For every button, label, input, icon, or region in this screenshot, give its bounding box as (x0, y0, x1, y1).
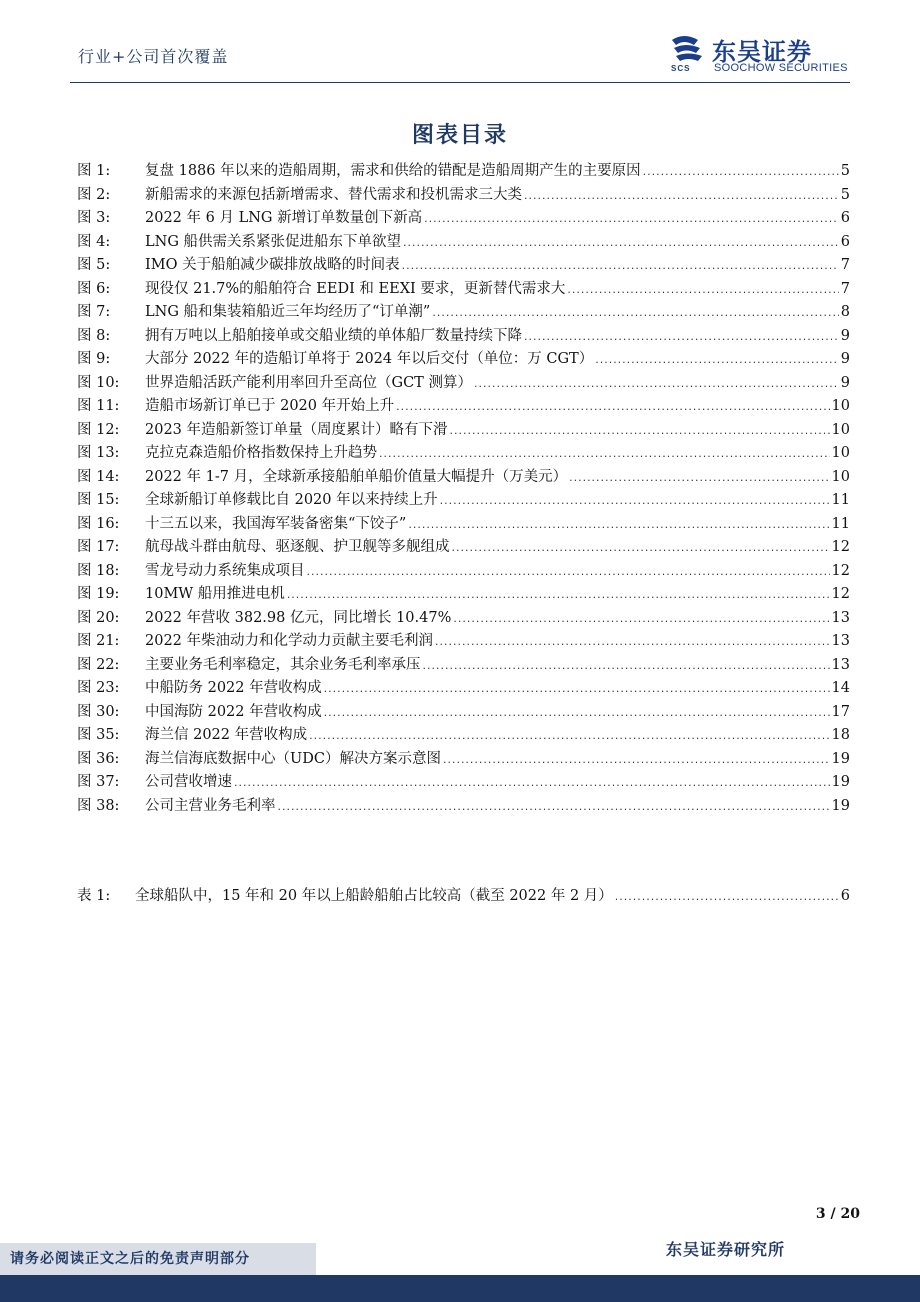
entry-leader-dots (307, 565, 830, 578)
entry-leader-dots (524, 330, 839, 343)
entry-page-number: 12 (831, 539, 850, 555)
brand-logo (668, 34, 858, 78)
toc-entry[interactable] (77, 535, 850, 559)
toc-entry[interactable] (77, 723, 850, 747)
entry-leader-dots (453, 612, 829, 625)
entry-page-number: 7 (840, 257, 850, 273)
entry-title: 2022 年 1-7 月，全球新承接船舶单船价值量大幅提升（万美元） (145, 468, 568, 485)
entry-title: 造船市场新订单已于 2020 年开始上升 (145, 398, 395, 414)
entry-leader-dots (287, 588, 830, 601)
entry-page-number: 6 (840, 888, 850, 904)
entry-page-number: 9 (840, 374, 850, 391)
entry-leader-dots (423, 659, 830, 672)
page-indicator: 3 / 20 (815, 1206, 860, 1222)
toc-entry[interactable] (77, 794, 850, 818)
entry-leader-dots (424, 212, 839, 225)
entry-leader-dots (379, 447, 830, 460)
entry-label: 图 12: (77, 421, 120, 438)
entry-leader-dots (440, 494, 830, 507)
toc-entry[interactable] (77, 465, 850, 489)
entry-label: 图 7: (77, 304, 111, 320)
scs-logo-icon (668, 34, 708, 64)
entry-title: 雪龙号动力系统集成项目 (145, 562, 305, 579)
entry-title: IMO 关于船舶减少碳排放战略的时间表 (145, 257, 400, 273)
entry-page-number: 10 (831, 421, 850, 438)
entry-label: 图 11: (77, 398, 120, 414)
toc-entry[interactable] (77, 300, 850, 324)
toc-entry[interactable] (77, 629, 850, 653)
toc-entry[interactable] (77, 324, 850, 348)
entry-title: 公司主营业务毛利率 (145, 797, 276, 814)
entry-page-number: 6 (840, 233, 850, 250)
entry-page-number: 10 (831, 468, 850, 485)
header-category: 行业+公司首次覆盖 (78, 47, 229, 66)
entry-page-number: 12 (831, 562, 850, 579)
entry-leader-dots (643, 165, 839, 178)
entry-leader-dots (402, 259, 839, 272)
entry-page-number: 13 (831, 656, 850, 673)
entry-label: 图 16: (77, 515, 120, 532)
toc-entry[interactable] (77, 676, 850, 700)
entry-title: 十三五以来，我国海军装备密集“下饺子” (145, 515, 407, 532)
entry-label: 图 15: (77, 492, 120, 508)
toc-entry[interactable] (77, 347, 850, 371)
entry-title: 新船需求的来源包括新增需求、替代需求和投机需求三大类 (145, 186, 522, 203)
entry-label: 图 20: (77, 609, 120, 626)
entry-label: 图 17: (77, 539, 120, 555)
entry-label: 图 13: (77, 445, 120, 461)
brand-name-cn: 东吴证券 (712, 38, 812, 66)
entry-page-number: 13 (831, 609, 850, 626)
entry-label: 表 1: (77, 888, 111, 904)
entry-page-number: 14 (831, 680, 850, 696)
entry-leader-dots (324, 706, 830, 719)
toc-entry[interactable] (77, 700, 850, 724)
entry-leader-dots (595, 353, 839, 366)
entry-leader-dots (450, 424, 830, 437)
entry-leader-dots (567, 283, 838, 296)
entry-page-number: 9 (840, 351, 850, 367)
entry-page-number: 5 (840, 186, 850, 203)
disclaimer-notice: 请务必阅读正文之后的免责声明部分 (0, 1243, 316, 1275)
entry-title: 2022 年柴油动力和化学动力贡献主要毛利润 (145, 633, 434, 649)
entry-title: LNG 船和集装箱船近三年均经历了“订单潮” (145, 304, 431, 320)
toc-entry[interactable] (77, 441, 850, 465)
toc-entry[interactable] (77, 770, 850, 794)
brand-name-en: SOOCHOW SECURITIES (714, 62, 848, 74)
entry-title: 复盘 1886 年以来的造船周期，需求和供给的错配是造船周期产生的主要原因 (145, 163, 641, 179)
entry-title: 中国海防 2022 年营收构成 (145, 703, 322, 720)
toc-entry[interactable] (77, 371, 850, 395)
entry-leader-dots (615, 890, 839, 903)
toc-entry[interactable] (77, 418, 850, 442)
entry-label: 图 3: (77, 210, 111, 226)
entry-title: 10MW 船用推进电机 (145, 586, 285, 602)
entry-title: 海兰信 2022 年营收构成 (145, 727, 308, 743)
header-divider (70, 82, 850, 83)
entry-page-number: 11 (831, 515, 850, 532)
footer-organization: 东吴证券研究所 (666, 1240, 786, 1259)
entry-title: 全球船队中，15 年和 20 年以上船龄船舶占比较高（截至 2022 年 2 月） (135, 888, 613, 904)
entry-title: 世界造船活跃产能利用率回升至高位（GCT 测算） (145, 374, 472, 391)
entry-title: 主要业务毛利率稳定，其余业务毛利率承压 (145, 656, 421, 673)
entry-leader-dots (569, 471, 829, 484)
entry-title: 2023 年造船新签订单量（周度累计）略有下滑 (145, 421, 448, 438)
entry-page-number: 19 (831, 797, 850, 814)
entry-label: 图 35: (77, 727, 120, 743)
entry-title: 海兰信海底数据中心（UDC）解决方案示意图 (145, 750, 441, 767)
entry-leader-dots (324, 682, 830, 695)
entry-leader-dots (524, 189, 839, 202)
entry-label: 图 5: (77, 257, 111, 273)
table-toc-list (77, 884, 850, 908)
entry-leader-dots (278, 800, 830, 813)
entry-leader-dots (408, 518, 829, 531)
entry-title: 航母战斗群由航母、驱逐舰、护卫舰等多舰组成 (145, 539, 450, 555)
entry-label: 图 9: (77, 351, 111, 367)
entry-title: 拥有万吨以上船舶接单或交船业绩的单体船厂数量持续下降 (145, 327, 522, 344)
entry-page-number: 11 (831, 492, 850, 508)
entry-label: 图 21: (77, 633, 120, 649)
entry-leader-dots (396, 400, 829, 413)
entry-leader-dots (234, 776, 830, 789)
entry-page-number: 10 (831, 445, 850, 461)
entry-label: 图 1: (77, 163, 111, 179)
brand-abbr: SCS (671, 64, 691, 73)
entry-leader-dots (403, 236, 839, 249)
entry-title: 中船防务 2022 年营收构成 (145, 680, 322, 696)
entry-title: LNG 船供需关系紧张促进船东下单欲望 (145, 233, 402, 250)
entry-label: 图 2: (77, 186, 111, 203)
toc-entry[interactable] (77, 277, 850, 301)
entry-title: 2022 年营收 382.98 亿元，同比增长 10.47% (145, 609, 452, 626)
entry-title: 现役仅 21.7%的船舶符合 EEDI 和 EEXI 要求，更新替代需求大 (145, 280, 566, 297)
entry-page-number: 9 (840, 327, 850, 344)
toc-entry[interactable] (77, 747, 850, 771)
toc-entry[interactable] (77, 253, 850, 277)
entry-label: 图 23: (77, 680, 120, 696)
toc-entry[interactable] (77, 206, 850, 230)
entry-label: 图 4: (77, 233, 111, 250)
entry-label: 图 38: (77, 797, 120, 814)
entry-label: 图 10: (77, 374, 120, 391)
figure-toc-list (77, 159, 850, 817)
entry-label: 图 6: (77, 280, 111, 297)
entry-leader-dots (432, 306, 838, 319)
toc-entry[interactable] (77, 884, 850, 908)
toc-entry[interactable] (77, 653, 850, 677)
entry-leader-dots (435, 635, 830, 648)
toc-title: 图表目录 (411, 122, 508, 148)
entry-page-number: 12 (831, 586, 850, 602)
entry-label: 图 8: (77, 327, 111, 344)
entry-leader-dots (452, 541, 830, 554)
entry-title: 公司营收增速 (145, 774, 232, 790)
entry-page-number: 7 (840, 280, 850, 297)
entry-leader-dots (443, 753, 830, 766)
entry-page-number: 19 (831, 750, 850, 767)
entry-page-number: 18 (831, 727, 850, 743)
entry-label: 图 36: (77, 750, 120, 767)
toc-entry[interactable] (77, 183, 850, 207)
entry-label: 图 14: (77, 468, 120, 485)
entry-label: 图 19: (77, 586, 120, 602)
entry-page-number: 13 (831, 633, 850, 649)
entry-page-number: 10 (831, 398, 850, 414)
entry-page-number: 17 (831, 703, 850, 720)
toc-entry[interactable] (77, 159, 850, 183)
entry-leader-dots (474, 377, 839, 390)
entry-title: 2022 年 6 月 LNG 新增订单数量创下新高 (145, 210, 423, 226)
entry-title: 克拉克森造船价格指数保持上升趋势 (145, 445, 377, 461)
toc-entry[interactable] (77, 559, 850, 583)
entry-page-number: 6 (840, 210, 850, 226)
entry-page-number: 19 (831, 774, 850, 790)
entry-title: 大部分 2022 年的造船订单将于 2024 年以后交付（单位：万 CGT） (145, 351, 594, 367)
entry-title: 全球新船订单修载比自 2020 年以来持续上升 (145, 492, 438, 508)
footer-bar (0, 1275, 920, 1302)
entry-label: 图 37: (77, 774, 120, 790)
toc-entry[interactable] (77, 394, 850, 418)
entry-label: 图 30: (77, 703, 120, 720)
entry-page-number: 8 (840, 304, 850, 320)
entry-label: 图 22: (77, 656, 120, 673)
toc-entry[interactable] (77, 230, 850, 254)
toc-entry[interactable] (77, 606, 850, 630)
entry-page-number: 5 (840, 163, 850, 179)
toc-entry[interactable] (77, 512, 850, 536)
entry-label: 图 18: (77, 562, 120, 579)
toc-entry[interactable] (77, 488, 850, 512)
entry-leader-dots (309, 729, 829, 742)
toc-entry[interactable] (77, 582, 850, 606)
